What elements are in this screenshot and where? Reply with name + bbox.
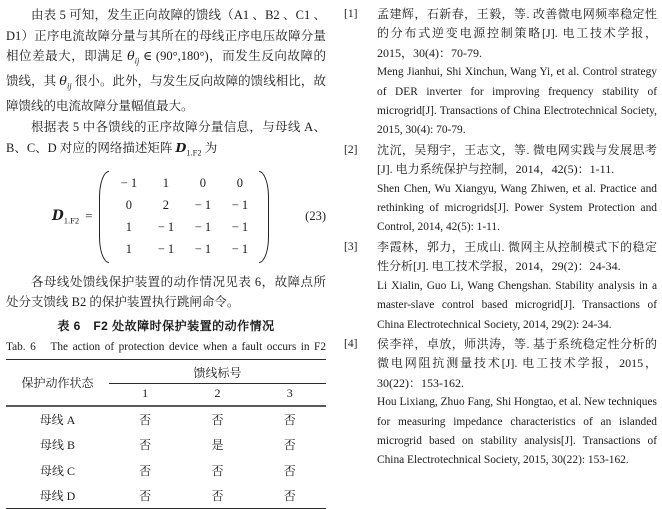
text-segment: 由表 5 可知，发生正向故障的馈线（A1 、B2 、C1 、D1）正序电流故障分量与其所在的母线正序电压故障分量相位差最大，即满足 [6,8,326,64]
protection-action-value: 否 [139,438,152,453]
table-header [6,359,326,406]
math-segment: ij [134,55,140,66]
protection-action-value: 否 [283,463,296,478]
text-segment: ∈ (90°,180°)，而发生反向故障的馈线，其 [6,49,326,89]
protection-action-value: 否 [139,413,152,428]
reference-text-en: Shen Chen, Wu Xiangyu, Wang Zhiwen, et al. Practice and rethinking of microgrids[J]. Power System Protection and Control, 2014, 42(5): 1-11. [377,182,657,234]
table-title-en: Tab. 6 The action of protection device when a fault occurs in F2 [6,340,326,353]
bus-label: 母线 C [39,463,75,478]
table-body [6,406,326,509]
reference-item [344,238,657,335]
bus-label: 母线 B [39,438,75,453]
reference-text-cn: 侯李祥，卓放，师洪涛，等. 基于系统稳定性分析的微电网阻抗测量技术[J]. 电工技术学报，2015，30(22)：153-162. [377,336,657,390]
matrix-cell: − 1 [194,198,212,213]
math-segment: θ [127,48,135,64]
reference-number: [2] [344,143,358,156]
row-header-cell: 保护动作状态 [6,359,109,406]
matrix-cell: − 1 [194,242,212,257]
network-description-matrix [99,171,269,263]
matrix-cell: 2 [162,198,170,213]
protection-action-value: 是 [211,438,224,453]
paragraph-3 [6,272,326,313]
paragraph-2 [6,117,326,163]
left-column [6,5,326,509]
matrix-cell: 0 [125,198,133,213]
protection-action-value: 否 [283,413,296,428]
matrix-cell: − 1 [157,220,175,235]
feeder-number-header: 2 [181,383,253,406]
matrix-cell: − 1 [157,242,175,257]
protection-action-value: 否 [139,489,152,504]
reference-number: [1] [344,8,358,20]
matrix-left-paren [99,171,109,263]
reference-item [344,335,657,471]
paragraph-1 [6,5,326,117]
equation-number: (23) [305,209,326,224]
matrix-cell: − 1 [120,176,138,191]
math-segment: θ [59,73,67,89]
equation-23 [6,171,326,263]
table-row [6,458,326,483]
protection-action-value: 否 [283,438,296,453]
protection-action-value: 否 [211,463,224,478]
bus-label: 母线 A [39,413,76,428]
reference-text-cn: 孟建辉，石新春，王毅，等. 改善微电网频率稳定性的分布式逆变电源控制策略[J]. 电工技术学报，2015，30(4)：70-79. [377,7,657,60]
bus-label: 母线 D [39,489,76,504]
reference-text-en: Li Xialin, Guo Li, Wang Chengshan. Stability analysis in a master-slave control based microgrid[J]. Transactions of China Electrotechnical Society, 2014, 29(2): 24-34. [377,279,657,331]
feeder-number-header: 3 [254,383,326,406]
text-segment: 各母线处馈线保护装置的动作情况见表 6，故障点所处分支馈线 B2 的保护装置执行跳闸命令。 [6,274,326,310]
text-segment: 很小。此外，与发生反向故障的馈线相比，故障馈线的电流故障分量幅值最大。 [6,74,326,114]
reference-number: [4] [344,337,358,350]
text-segment: 根据表 5 中各馈线的正序故障分量信息，与母线 A、B、C、D 对应的网络描述矩阵 [6,119,326,155]
table-title-cn: 表 6 F2 处故障时保护装置的动作情况 [57,318,275,333]
references-column [344,5,657,471]
table-row [6,406,326,432]
equals-sign: = [85,207,93,223]
matrix-cell: 0 [236,176,244,191]
matrix-cell: − 1 [231,242,249,257]
reference-body [377,238,657,335]
reference-text-cn: 李霞林，郭力，王成山. 微网主从控制模式下的稳定性分析[J]. 电工技术学报，2014，29(2)：24-34. [377,239,657,274]
matrix-subscript: 1.F2 [63,215,80,226]
matrix-cell: 1 [125,242,133,257]
reference-text-en: Meng Jianhui, Shi Xinchun, Wang Yi, et al. Control strategy of DER inverter for improving frequency stability of microgrid[J]. Transactions of China Electrotechnical Society, 2015, 30(4): 70-79. [377,66,657,137]
reference-body [377,141,657,238]
protection-action-value: 否 [283,489,296,504]
reference-text-cn: 沈沉，吴翔宇，王志文，等. 微电网实践与发展思考[J]. 电力系统保护与控制，2014，42(5)：1-11. [377,142,657,177]
feeder-group-header-cell: 馈线标号 [109,359,326,383]
protection-action-value: 否 [211,489,224,504]
text-segment: 为 [201,140,218,155]
reference-body [377,5,657,141]
equation-lhs [52,208,97,226]
math-segment: D [175,139,187,155]
matrix-cell: 0 [199,176,207,191]
reference-number: [3] [344,240,358,253]
reference-text-en: Hou Lixiang, Zhuo Fang, Shi Hongtao, et al. New techniques for measuring impedance characteristics of an islanded microgrid based on stability analysis[J]. Transactions of China Electrotechnical Society, 2015, 30(22): 153-162. [377,396,657,467]
reference-item [344,5,657,141]
matrix-cell: − 1 [231,220,249,235]
matrix-cell: − 1 [194,220,212,235]
matrix-grid [109,171,259,263]
table-6 [6,359,326,509]
table-row [6,432,326,457]
matrix-right-paren [259,171,269,263]
protection-action-value: 否 [139,463,152,478]
math-segment: 1.F2 [186,147,202,158]
reference-body [377,335,657,471]
table-row [6,483,326,509]
protection-action-value: 否 [211,413,224,428]
reference-item [344,141,657,238]
matrix-cell: 1 [125,220,133,235]
matrix-symbol: D [52,207,64,224]
matrix-cell: 1 [162,176,170,191]
header-row-1 [6,359,326,383]
feeder-number-header: 1 [109,383,181,406]
math-segment: ij [66,80,72,91]
matrix-cell: − 1 [231,198,249,213]
